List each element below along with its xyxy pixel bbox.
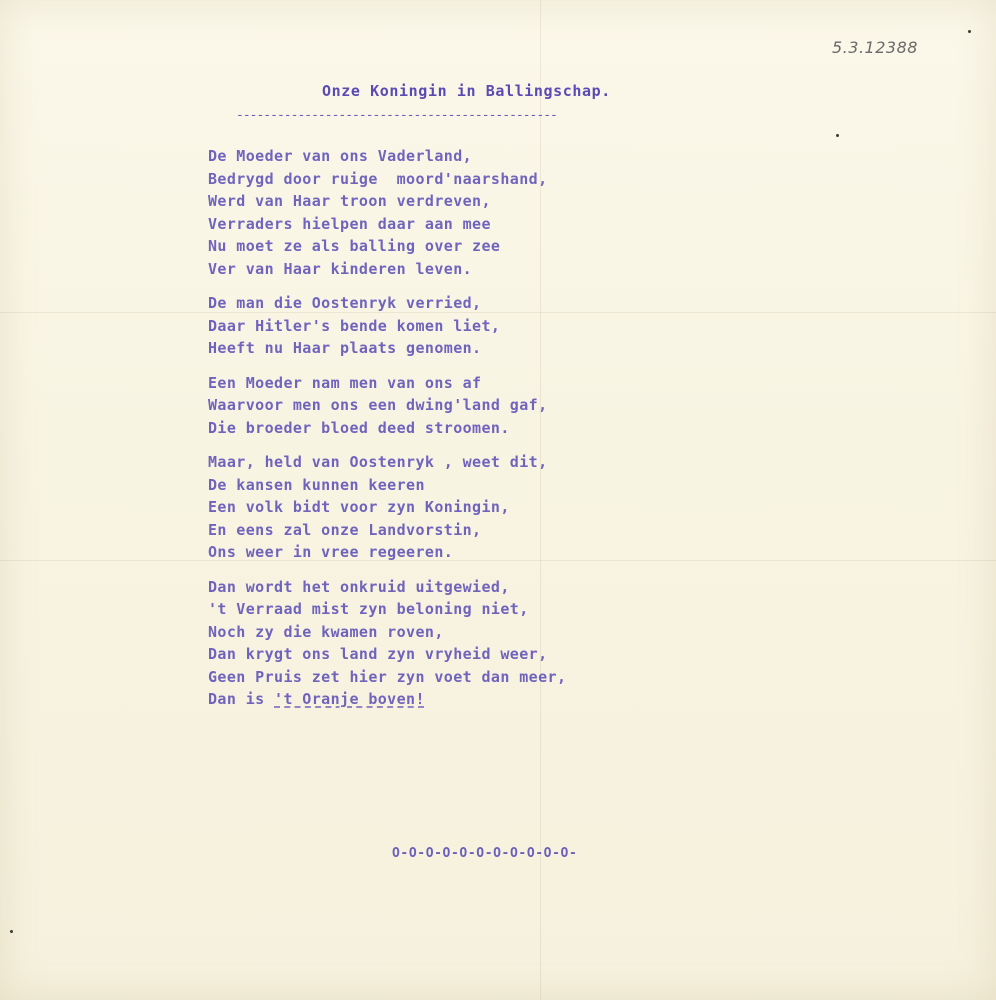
poem-line: Bedrygd door ruige moord'naarshand, bbox=[208, 169, 548, 188]
final-line-prefix: Dan is bbox=[208, 690, 275, 708]
poem-line: Ons weer in vree regeeren. bbox=[208, 543, 454, 561]
closing-ornament: O-O-O-O-O-O-O-O-O-O-O- bbox=[392, 846, 578, 861]
poem-line: De Moeder van ons Vaderland, bbox=[208, 147, 473, 165]
stanza-2 bbox=[208, 292, 566, 360]
poem-line: Een volk bidt voor zyn Koningin, bbox=[208, 498, 510, 516]
stanza-4 bbox=[208, 451, 566, 564]
poem-line: Maar, held van Oostenryk , weet dit, bbox=[208, 453, 548, 471]
poem-line: En eens zal onze Landvorstin, bbox=[208, 520, 482, 539]
poem-body bbox=[208, 145, 566, 723]
stanza-5 bbox=[208, 576, 566, 711]
poem-line: Ver van Haar kinderen leven. bbox=[208, 259, 473, 278]
poem-line: Nu moet ze als balling over zee bbox=[208, 237, 501, 255]
ink-speck bbox=[968, 30, 971, 33]
poem-line: Daar Hitler's bende komen liet, bbox=[208, 316, 501, 335]
poem-line: Noch zy die kwamen roven, bbox=[208, 622, 444, 641]
poem-final-line bbox=[208, 688, 566, 711]
poem-line: 't Verraad mist zyn beloning niet, bbox=[208, 600, 529, 618]
poem-line: Een Moeder nam men van ons af bbox=[208, 373, 482, 392]
poem-line: Verraders hielpen daar aan mee bbox=[208, 214, 491, 233]
final-line-emphasis: 't Oranje boven! bbox=[274, 690, 425, 708]
title-underline-rule: ----------------------------------------------- bbox=[236, 108, 557, 123]
poem-line: Werd van Haar troon verdreven, bbox=[208, 192, 491, 210]
poem-line: Waarvoor men ons een dwing'land gaf, bbox=[208, 396, 548, 414]
archive-number: 5.3.12388 bbox=[832, 38, 918, 57]
poem-title: Onze Koningin in Ballingschap. bbox=[322, 82, 611, 100]
poem-line: Heeft nu Haar plaats genomen. bbox=[208, 339, 482, 357]
poem-line: De man die Oostenryk verried, bbox=[208, 294, 482, 312]
stanza-1 bbox=[208, 145, 566, 280]
poem-line: Dan wordt het onkruid uitgewied, bbox=[208, 577, 510, 596]
poem-line: Geen Pruis zet hier zyn voet dan meer, bbox=[208, 667, 567, 686]
poem-line: De kansen kunnen keeren bbox=[208, 475, 425, 494]
ink-speck bbox=[10, 930, 13, 933]
stanza-3 bbox=[208, 372, 566, 440]
ink-speck bbox=[836, 134, 839, 137]
poem-line: Dan krygt ons land zyn vryheid weer, bbox=[208, 645, 548, 663]
poem-line: Die broeder bloed deed stroomen. bbox=[208, 418, 510, 437]
